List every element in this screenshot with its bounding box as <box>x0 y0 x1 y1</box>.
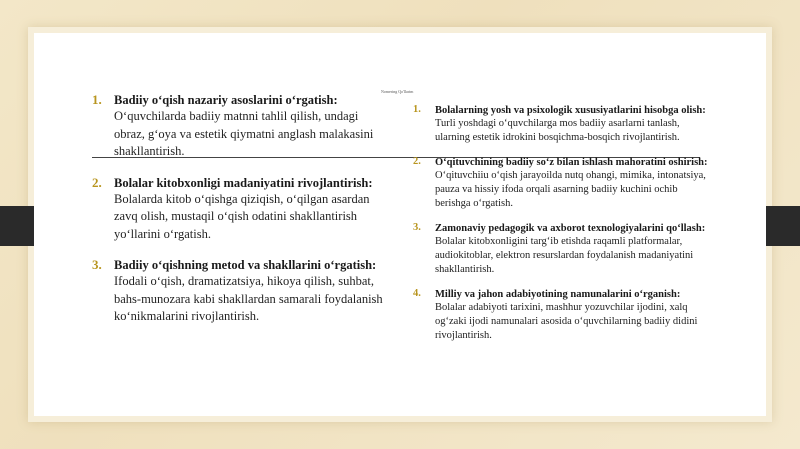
right-column <box>413 104 713 354</box>
item-heading: Badiiy o‘qish nazariy asoslarini o‘rgatish: <box>114 93 338 107</box>
right-list-item-2 <box>413 156 713 211</box>
right-list-item-1 <box>413 104 713 145</box>
item-number: 1. <box>413 104 421 115</box>
left-edge-tab <box>0 206 34 246</box>
item-number: 3. <box>92 257 102 272</box>
slide-tiny-title: Nomering Qo'llarim <box>381 89 414 94</box>
item-body: Turli yoshdagi o‘quvchilarga mos badiiy asarlarni tanlash, ularning estetik idrokini bosqichma-bosqich rivojlantirish. <box>435 118 680 143</box>
item-heading: Milliy va jahon adabiyotining namunalarini o‘rganish: <box>435 289 681 300</box>
item-number: 2. <box>92 174 102 190</box>
item-body: Bolalar kitobxonligini targ‘ib etishda raqamli platformalar, audiokitoblar, elektron resurslardan foydalanish madaniyatini shakllantirish. <box>435 236 694 275</box>
item-body: O‘qituvchiiu o‘qish jarayoilda nutq ohangi, mimika, intonatsiya, pauza va hissiy ifoda orqali asarning badiiy kuchini ochib berishga o‘rgatish. <box>435 170 706 209</box>
right-list-item-3 <box>413 222 713 277</box>
item-heading: Badiiy o‘qishning metod va shakllarini o‘rgatish: <box>114 258 377 272</box>
right-edge-tab <box>766 206 800 246</box>
item-body: O‘quvchilarda badiiy matnni tahlil qilish, undagi obraz, g‘oya va estetik qiymatni anglash malakasini shakllantirish. <box>114 109 374 158</box>
right-list-item-4 <box>413 288 713 343</box>
left-list-item-2 <box>92 175 392 244</box>
item-heading: O‘qituvchining badiiy so‘z bilan ishlash mahoratini oshirish: <box>435 157 708 168</box>
left-list-item-3 <box>92 257 392 326</box>
item-number: 2. <box>413 156 421 167</box>
item-body: Ifodali o‘qish, dramatizatsiya, hikoya qilish, suhbat, bahs-munozara kabi shakllardan samarali foydalanish ko‘nikmalarini rivojlantirish. <box>114 274 383 323</box>
item-number: 4. <box>413 288 421 299</box>
item-number: 3. <box>413 222 421 233</box>
item-body: Bolalarda kitob o‘qishga qiziqish, o‘qilgan asardan zavq olish, mustaqil o‘qish odatini shakllantirish yo‘llarini o‘rgatish. <box>114 191 370 241</box>
item-heading: Bolalarning yosh va psixologik xususiyatlarini hisobga olish: <box>435 105 706 116</box>
item-heading: Bolalar kitobxonligi madaniyatini rivojlantirish: <box>114 175 373 190</box>
left-column <box>92 92 392 340</box>
item-number: 1. <box>92 92 102 107</box>
item-body: Bolalar adabiyoti tarixini, mashhur yozuvchilar ijodini, xalq og‘zaki ijodi namunalari asosida o‘quvchilarning badiiy didini rivojlantirish. <box>435 302 698 341</box>
item-heading: Zamonaviy pedagogik va axborot texnologiyalarini qo‘llash: <box>435 223 706 234</box>
left-list-item-1 <box>92 92 392 161</box>
